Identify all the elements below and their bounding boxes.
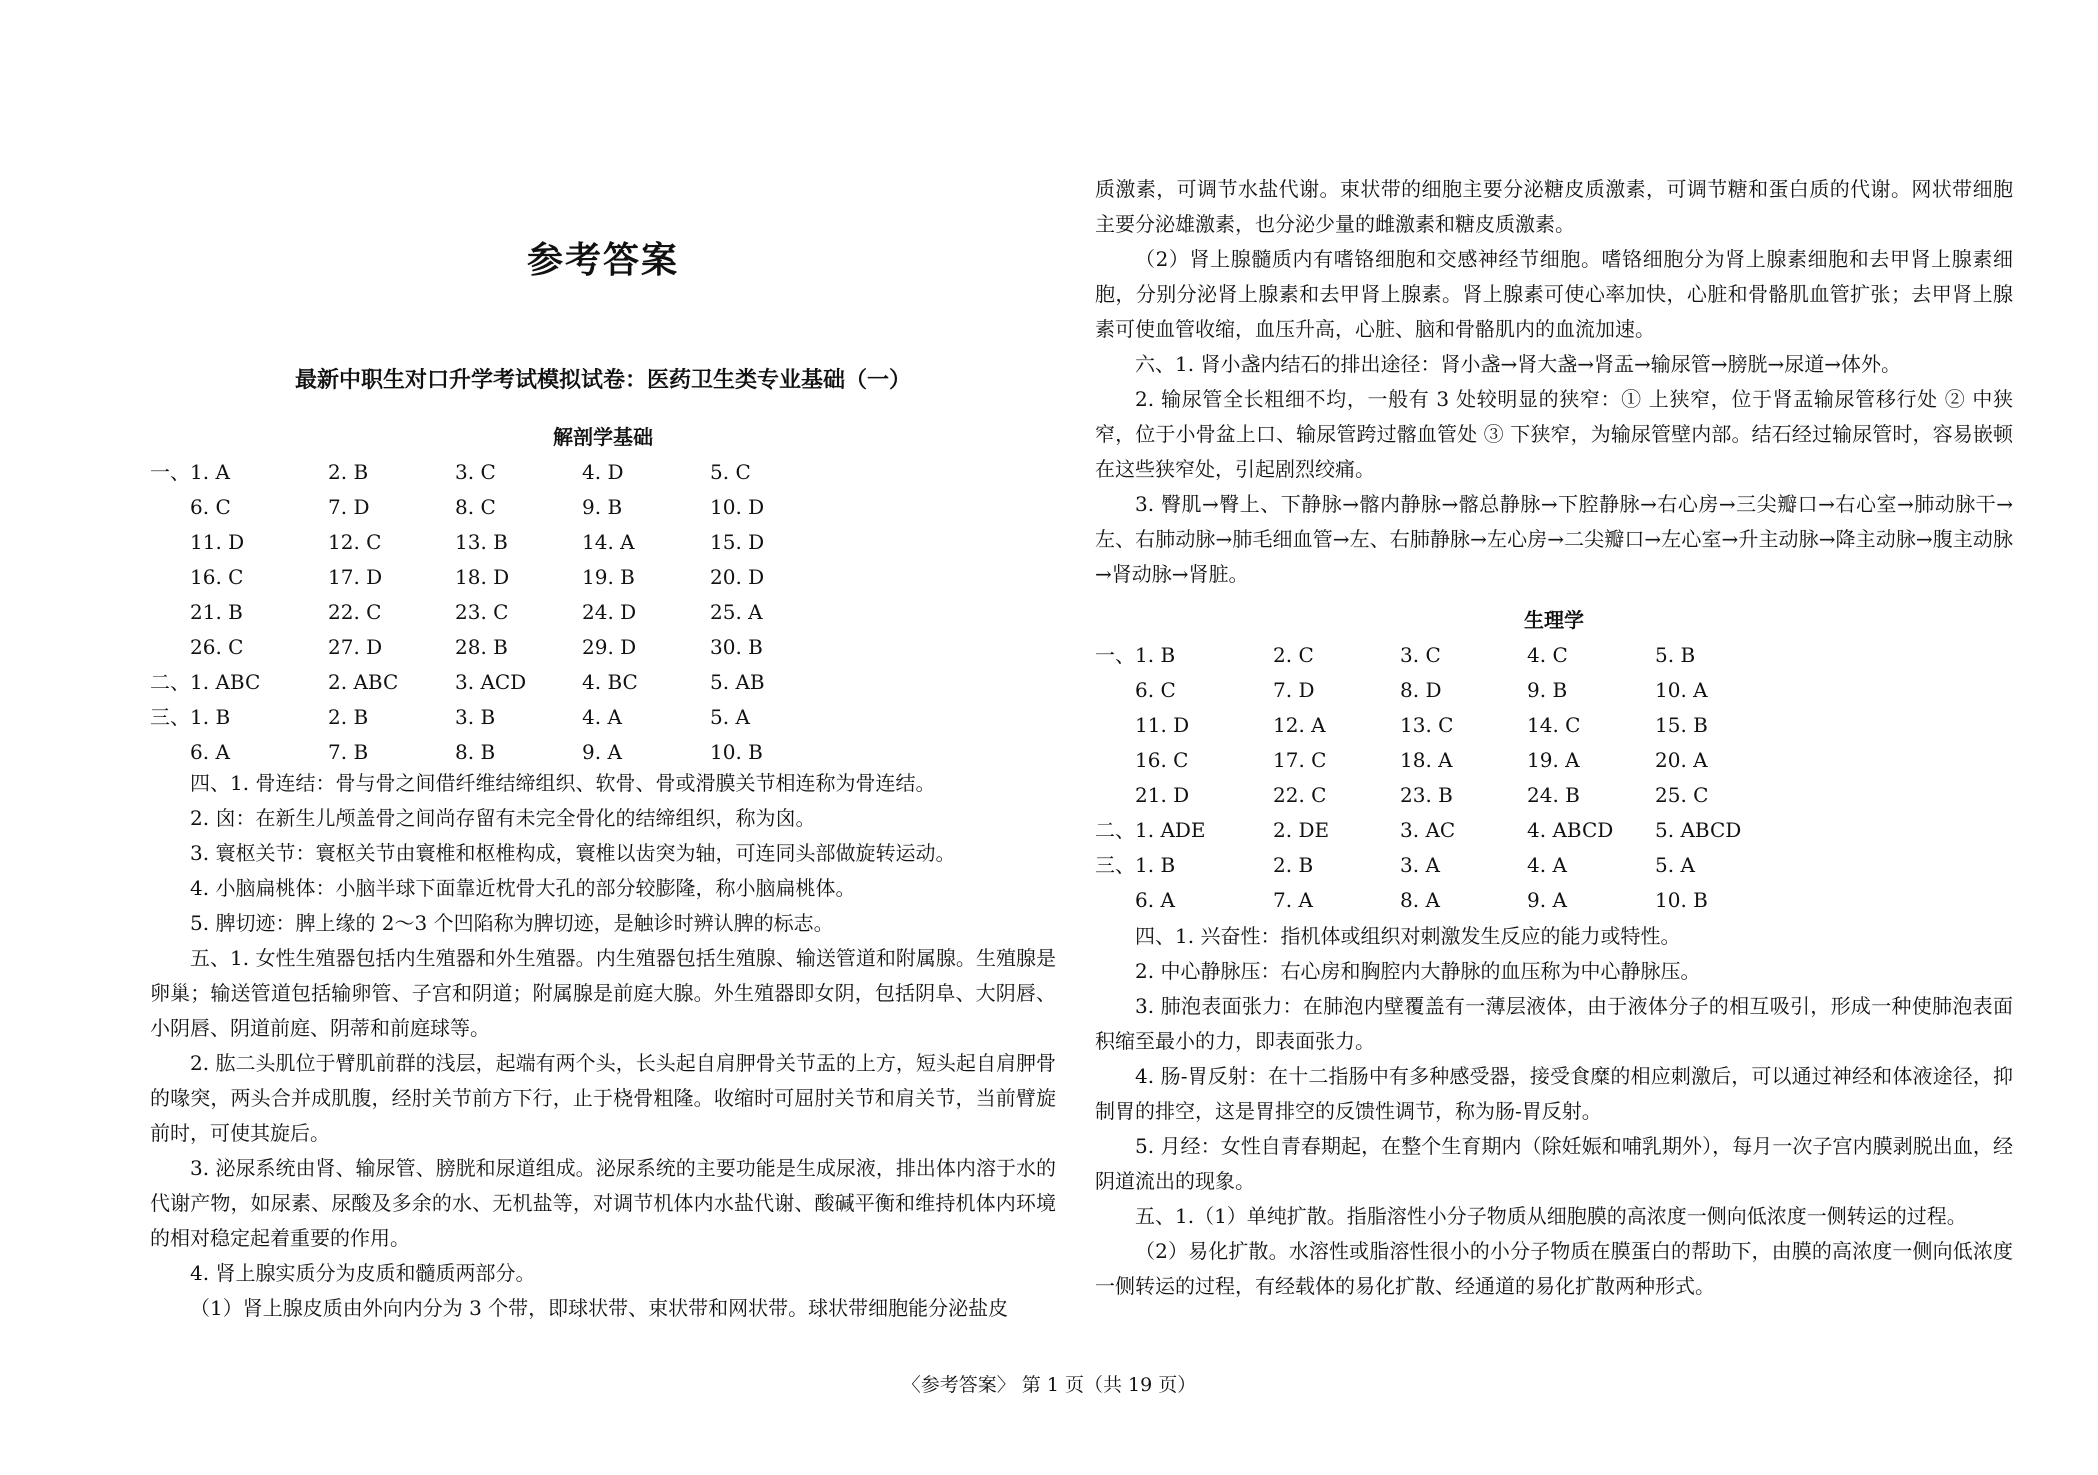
answer-row: [1095, 745, 1795, 775]
answer-row: [1095, 815, 1795, 845]
physiology-answer-paragraph: 3. 肺泡表面张力：在肺泡内壁覆盖有一薄层液体，由于液体分子的相互吸引，形成一种使肺泡表面积缩至最小的力，即表面张力。: [1095, 994, 2013, 1053]
question-group-label: 二、: [150, 670, 190, 694]
question-group-label: 一、: [1095, 643, 1135, 667]
answer-cell: 3. A: [1400, 853, 1440, 877]
question-group-label: 一、: [150, 460, 190, 484]
answer-cell: 25. A: [710, 600, 763, 624]
answer-cell: 24. B: [1527, 783, 1580, 807]
page-title: 参考答案: [526, 239, 679, 281]
page-footer: 〈参考答案〉 第 1 页（共 19 页）: [901, 1374, 1197, 1396]
physiology-answer-paragraph: 五、1.（1）单纯扩散。指脂溶性小分子物质从细胞膜的高浓度一侧向低浓度一侧转运的过程。: [1135, 1204, 1967, 1228]
answer-cell: 9. A: [1527, 888, 1567, 912]
answer-row: [150, 562, 850, 592]
answer-cell: 10. A: [1655, 678, 1708, 702]
answer-cell: 5. A: [710, 705, 750, 729]
anatomy-answer-paragraph: （1）肾上腺皮质由外向内分为 3 个带，即球状带、束状带和网状带。球状带细胞能分泌盐皮: [190, 1296, 1009, 1320]
answer-row: [150, 737, 850, 767]
answer-cell: 21. B: [190, 600, 243, 624]
answer-cell: 27. D: [328, 635, 383, 659]
answer-cell: 20. D: [710, 565, 765, 589]
anatomy-answer-paragraph: 3. 泌尿系统由肾、输尿管、膀胱和尿道组成。泌尿系统的主要功能是生成尿液，排出体内溶于水的代谢产物，如尿素、尿酸及多余的水、无机盐等，对调节机体内水盐代谢、酸碱平衡和维持机体内环境的相对稳定起着重要的作用。: [150, 1156, 1056, 1250]
answer-cell: 4. C: [1527, 643, 1568, 667]
physiology-answer-paragraph: 4. 肠-胃反射：在十二指肠中有多种感受器，接受食糜的相应刺激后，可以通过神经和体液途径，抑制胃的排空，这是胃排空的反馈性调节，称为肠-胃反射。: [1095, 1064, 2013, 1123]
physiology-answer-paragraph: 5. 月经：女性自青春期起，在整个生育期内（除妊娠和哺乳期外），每月一次子宫内膜剥脱出血，经阴道流出的现象。: [1095, 1134, 2013, 1193]
answer-cell: 20. A: [1655, 748, 1708, 772]
answer-cell: 6. A: [190, 740, 230, 764]
answer-cell: 1. B: [1135, 643, 1176, 667]
answer-cell: 8. B: [455, 740, 496, 764]
anatomy-continued-text: [1095, 172, 2013, 592]
section-heading-physiology: 生理学: [1524, 608, 1584, 632]
answer-cell: 17. C: [1273, 748, 1327, 772]
question-group-label: 三、: [150, 705, 190, 729]
answer-cell: 1. B: [190, 705, 231, 729]
physiology-answer-paragraph: （2）易化扩散。水溶性或脂溶性很小的小分子物质在膜蛋白的帮助下，由膜的高浓度一侧向低浓度一侧转运的过程，有经载体的易化扩散、经通道的易化扩散两种形式。: [1095, 1239, 2013, 1298]
answer-cell: 3. C: [455, 460, 496, 484]
anatomy-answer-paragraph: 五、1. 女性生殖器包括内生殖器和外生殖器。内生殖器包括生殖腺、输送管道和附属腺。生殖腺是卵巢；输送管道包括输卵管、子宫和阴道；附属腺是前庭大腺。外生殖器即女阴，包括阴阜、大阴唇、小阴唇、阴道前庭、阴蒂和前庭球等。: [150, 946, 1056, 1040]
answer-row: [1095, 640, 1795, 670]
answer-cell: 6. C: [190, 495, 231, 519]
anatomy-answer-paragraph: 四、1. 骨连结：骨与骨之间借纤维结缔组织、软骨、骨或滑膜关节相连称为骨连结。: [190, 771, 936, 795]
answer-cell: 2. DE: [1273, 818, 1330, 842]
question-group-label: 三、: [1095, 853, 1135, 877]
answer-cell: 5. AB: [710, 670, 765, 694]
exam-title: 最新中职生对口升学考试模拟试卷：医药卫生类专业基础（一）: [294, 367, 911, 393]
answer-row: [150, 597, 850, 627]
answer-cell: 7. D: [328, 495, 370, 519]
answer-cell: 14. A: [582, 530, 635, 554]
answer-row: [150, 527, 850, 557]
answer-cell: 8. C: [455, 495, 496, 519]
answer-cell: 24. D: [582, 600, 637, 624]
answer-cell: 1. B: [1135, 853, 1176, 877]
answer-cell: 10. D: [710, 495, 765, 519]
physiology-answer-paragraph: 2. 中心静脉压：右心房和胸腔内大静脉的血压称为中心静脉压。: [1135, 959, 1701, 983]
answer-row: [150, 667, 850, 697]
anatomy-answer-paragraph: 3. 寰枢关节：寰枢关节由寰椎和枢椎构成，寰椎以齿突为轴，可连同头部做旋转运动。: [190, 841, 956, 865]
answer-cell: 28. B: [455, 635, 508, 659]
answer-cell: 4. ABCD: [1527, 818, 1614, 842]
answer-cell: 8. A: [1400, 888, 1440, 912]
answer-cell: 25. C: [1655, 783, 1709, 807]
answer-cell: 3. ACD: [455, 670, 527, 694]
answer-cell: 4. BC: [582, 670, 638, 694]
answer-cell: 1. ABC: [190, 670, 261, 694]
answer-row: [150, 632, 850, 662]
answer-cell: 5. ABCD: [1655, 818, 1742, 842]
answer-cell: 5. B: [1655, 643, 1696, 667]
answer-cell: 15. B: [1655, 713, 1708, 737]
answer-cell: 19. B: [582, 565, 635, 589]
answer-row: [150, 702, 850, 732]
answer-cell: 9. A: [582, 740, 622, 764]
answer-cell: 2. ABC: [328, 670, 399, 694]
anatomy-answer-paragraph: 质激素，可调节水盐代谢。束状带的细胞主要分泌糖皮质激素，可调节糖和蛋白质的代谢。网状带细胞主要分泌雄激素，也分泌少量的雌激素和糖皮质激素。: [1095, 177, 2013, 236]
answer-cell: 12. A: [1273, 713, 1326, 737]
answer-cell: 19. A: [1527, 748, 1580, 772]
answer-cell: 8. D: [1400, 678, 1442, 702]
answer-cell: 1. A: [190, 460, 230, 484]
answer-cell: 26. C: [190, 635, 244, 659]
answer-row: [1095, 675, 1795, 705]
answer-cell: 11. D: [190, 530, 245, 554]
answer-cell: 14. C: [1527, 713, 1581, 737]
answer-row: [1095, 780, 1795, 810]
answer-cell: 9. B: [582, 495, 623, 519]
answer-cell: 23. C: [455, 600, 509, 624]
answer-cell: 2. B: [328, 705, 369, 729]
answer-cell: 7. A: [1273, 888, 1313, 912]
answer-cell: 15. D: [710, 530, 765, 554]
anatomy-answer-paragraph: 2. 囟：在新生儿颅盖骨之间尚存留有未完全骨化的结缔组织，称为囟。: [190, 806, 816, 830]
answer-cell: 18. D: [455, 565, 510, 589]
anatomy-answer-paragraph: 2. 输尿管全长粗细不均，一般有 3 处较明显的狭窄：① 上狭窄，位于肾盂输尿管移行处 ② 中狭窄，位于小骨盆上口、输尿管跨过髂血管处 ③ 下狭窄，为输尿管壁内部。结石经过输尿管时，容易嵌顿在这些狭窄处，引起剧烈绞痛。: [1095, 387, 2013, 481]
answer-cell: 7. B: [328, 740, 369, 764]
answer-cell: 11. D: [1135, 713, 1190, 737]
answer-cell: 17. D: [328, 565, 383, 589]
answer-cell: 9. B: [1527, 678, 1568, 702]
answer-cell: 10. B: [1655, 888, 1708, 912]
physiology-answer-paragraph: 四、1. 兴奋性：指机体或组织对刺激发生反应的能力或特性。: [1135, 924, 1681, 948]
answer-cell: 4. A: [582, 705, 622, 729]
answer-cell: 6. A: [1135, 888, 1175, 912]
anatomy-answer-paragraph: 4. 小脑扁桃体：小脑半球下面靠近枕骨大孔的部分较膨隆，称小脑扁桃体。: [190, 876, 856, 900]
anatomy-answers-text: [150, 766, 1056, 1326]
answer-cell: 3. B: [455, 705, 496, 729]
answer-cell: 3. AC: [1400, 818, 1456, 842]
answer-row: [150, 492, 850, 522]
answer-cell: 5. A: [1655, 853, 1695, 877]
anatomy-answer-paragraph: （2）肾上腺髓质内有嗜铬细胞和交感神经节细胞。嗜铬细胞分为肾上腺素细胞和去甲肾上腺素细胞，分别分泌肾上腺素和去甲肾上腺素。肾上腺素可使心率加快，心脏和骨骼肌血管扩张；去甲肾上腺素可使血管收缩，血压升高，心脏、脑和骨骼肌内的血流加速。: [1095, 247, 2013, 341]
answer-cell: 29. D: [582, 635, 637, 659]
answer-row: [1095, 710, 1795, 740]
anatomy-answer-paragraph: 3. 臀肌→臀上、下静脉→髂内静脉→髂总静脉→下腔静脉→右心房→三尖瓣口→右心室→肺动脉干→左、右肺动脉→肺毛细血管→左、右肺静脉→左心房→二尖瓣口→左心室→升主动脉→降主动脉→腹主动脉→肾动脉→肾脏。: [1095, 492, 2013, 586]
answer-cell: 10. B: [710, 740, 763, 764]
answer-cell: 22. C: [328, 600, 382, 624]
answer-cell: 6. C: [1135, 678, 1176, 702]
answer-row: [150, 457, 850, 487]
anatomy-answer-paragraph: 5. 脾切迹：脾上缘的 2～3 个凹陷称为脾切迹，是触诊时辨认脾的标志。: [190, 911, 834, 935]
section-heading-anatomy: 解剖学基础: [553, 425, 653, 449]
answer-cell: 2. B: [1273, 853, 1314, 877]
answer-cell: 4. D: [582, 460, 624, 484]
answer-row: [1095, 850, 1795, 880]
answer-cell: 3. C: [1400, 643, 1441, 667]
anatomy-answer-paragraph: 六、1. 肾小盏内结石的排出途径：肾小盏→肾大盏→肾盂→输尿管→膀胱→尿道→体外。: [1135, 352, 1901, 376]
answer-cell: 22. C: [1273, 783, 1327, 807]
answer-cell: 16. C: [190, 565, 244, 589]
physiology-answers-text: [1095, 919, 2013, 1304]
answer-cell: 18. A: [1400, 748, 1453, 772]
anatomy-answer-paragraph: 4. 肾上腺实质分为皮质和髓质两部分。: [190, 1261, 536, 1285]
answer-cell: 5. C: [710, 460, 751, 484]
answer-cell: 13. B: [455, 530, 508, 554]
anatomy-answer-paragraph: 2. 肱二头肌位于臂肌前群的浅层，起端有两个头，长头起自肩胛骨关节盂的上方，短头起自肩胛骨的喙突，两头合并成肌腹，经肘关节前方下行，止于桡骨粗隆。收缩时可屈肘关节和肩关节，当前臂旋前时，可使其旋后。: [150, 1051, 1056, 1145]
answer-cell: 12. C: [328, 530, 382, 554]
answer-cell: 16. C: [1135, 748, 1189, 772]
answer-cell: 21. D: [1135, 783, 1190, 807]
answer-cell: 13. C: [1400, 713, 1454, 737]
answer-cell: 30. B: [710, 635, 763, 659]
answer-cell: 2. B: [328, 460, 369, 484]
question-group-label: 二、: [1095, 818, 1135, 842]
answer-cell: 2. C: [1273, 643, 1314, 667]
answer-row: [1095, 885, 1795, 915]
answer-cell: 23. B: [1400, 783, 1453, 807]
answer-cell: 7. D: [1273, 678, 1315, 702]
answer-cell: 1. ADE: [1135, 818, 1206, 842]
answer-cell: 4. A: [1527, 853, 1567, 877]
